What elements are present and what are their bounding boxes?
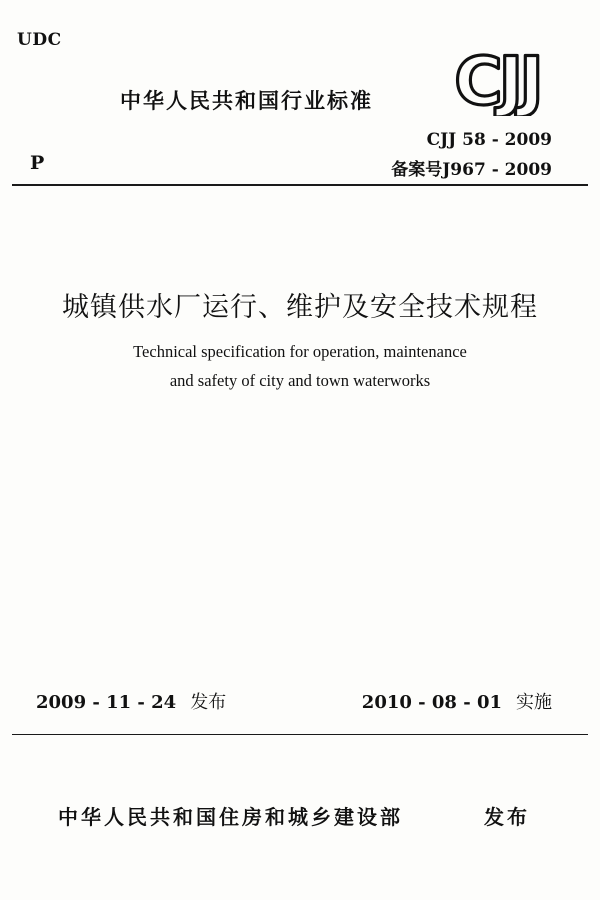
udc-label: UDC xyxy=(17,30,62,50)
top-divider xyxy=(12,184,588,186)
implement-date: 2010 - 08 - 01 xyxy=(361,692,502,713)
filing-number: J967 - 2009 xyxy=(442,160,552,180)
filing-number-line xyxy=(391,155,552,180)
bottom-divider xyxy=(12,734,588,735)
issue-label: 发布 xyxy=(190,692,227,713)
publisher-name: 中华人民共和国住房和城乡建设部 xyxy=(58,805,403,829)
title-chinese: 城镇供水厂运行、维护及安全技术规程 xyxy=(62,292,538,323)
publish-action: 发布 xyxy=(484,805,530,829)
classification-letter: P xyxy=(30,152,45,174)
implement-label: 实施 xyxy=(516,692,552,713)
filing-label: 备案号 xyxy=(391,160,443,180)
standard-category: 中华人民共和国行业标准 xyxy=(120,89,373,113)
cjj-logo-text: CJJ xyxy=(454,46,540,116)
title-english-line1: Technical specification for operation, maintenance xyxy=(133,342,467,361)
title-english-line2: and safety of city and town waterworks xyxy=(169,371,431,390)
cjj-logo xyxy=(441,46,553,116)
standard-code: CJJ 58 - 2009 xyxy=(426,130,552,150)
implement-date-line xyxy=(362,688,552,714)
issue-date: 2009 - 11 - 24 xyxy=(36,692,177,713)
issue-date-line xyxy=(36,688,226,714)
